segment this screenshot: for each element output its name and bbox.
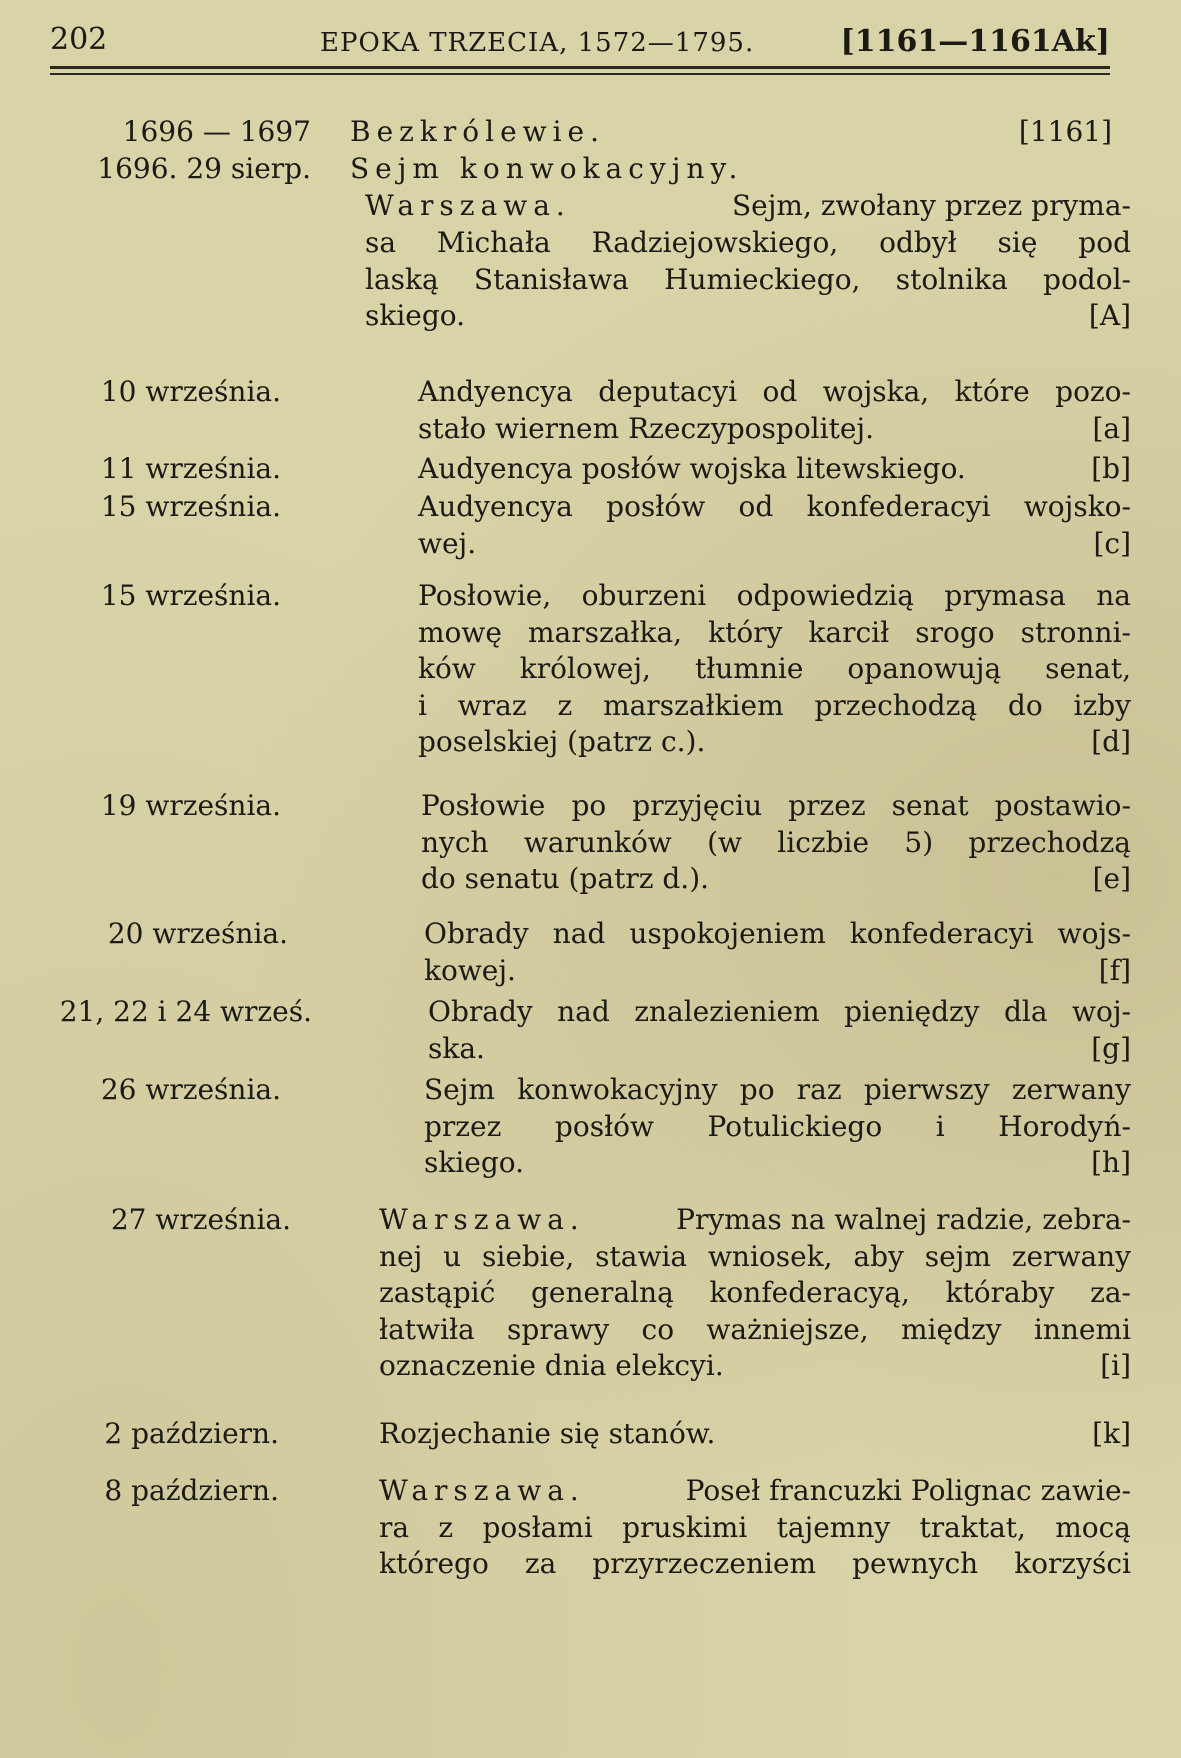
entry-text xyxy=(421,788,1131,898)
entry-date: 21, 22 i 24 wrześ. xyxy=(59,995,312,1028)
entry-text xyxy=(379,1416,1131,1453)
entry-title-line xyxy=(350,114,1112,151)
entry-line: nej u siebie, stawia wniosek, aby sejm zerwany xyxy=(379,1239,1131,1273)
entry-lead: Warszawa. xyxy=(379,1203,585,1236)
entry-line: stało wiernem Rzeczypospolitej. xyxy=(418,411,874,445)
header-rule xyxy=(50,66,1110,69)
entry-line: Sejm, zwołany przez pryma- xyxy=(732,189,1131,222)
entry-line: Posłowie po przyjęciu przez senat postawio- xyxy=(421,789,1131,822)
entry-line: Obrady nad znalezieniem pieniędzy dla woj- xyxy=(428,995,1131,1028)
running-title: EPOKA TRZECIA, 1572—1795. xyxy=(320,28,755,58)
entry-line: ska. xyxy=(428,1031,485,1065)
entry-line: laską Stanisława Humieckiego, stolnika podol- xyxy=(365,262,1131,296)
entry-date: 10 września. xyxy=(100,375,281,408)
entry-line: ra z posłami pruskimi tajemny traktat, mocą xyxy=(379,1510,1131,1544)
entry-text xyxy=(418,374,1131,447)
entry-line: Posłowie, oburzeni odpowiedzią prymasa na xyxy=(418,579,1131,612)
entry-date: 27 września. xyxy=(110,1203,291,1236)
entry-line: nych warunków (w liczbie 5) przechodzą xyxy=(421,825,1131,859)
entry-date: 8 październ. xyxy=(104,1474,279,1507)
entry-date: 1696. 29 sierp. xyxy=(97,152,311,185)
entry-line: Audyencya posłów wojska litewskiego. xyxy=(418,452,966,485)
entry-date: 15 września. xyxy=(100,579,281,612)
entry-date: 11 września. xyxy=(100,452,281,485)
header-rule-double xyxy=(50,73,1110,75)
entry-lead: Warszawa. xyxy=(379,1474,585,1507)
entry-date: 1696 — 1697 xyxy=(122,115,311,148)
entry-text xyxy=(424,1072,1131,1182)
page-header xyxy=(50,20,1110,64)
entry-line: do senatu (patrz d.). xyxy=(421,862,710,895)
entry-mark: [i] xyxy=(1100,1349,1131,1382)
entry-line: kowej. xyxy=(424,953,516,987)
entry-line: ków królowej, tłumnie opanowują senat, xyxy=(418,652,1131,685)
entry-title: Sejm konwokacyjny. xyxy=(350,152,744,185)
entry-line: Andyencya deputacyi od wojska, które pozo- xyxy=(418,375,1131,408)
entry-mark: [c] xyxy=(1093,526,1131,560)
entry-title-line xyxy=(350,151,1112,188)
entry-mark: [k] xyxy=(1092,1417,1131,1450)
entry-line: sa Michała Radziejowskiego, odbył się pod xyxy=(365,226,1131,259)
entry-text xyxy=(424,916,1131,989)
entry-line: Sejm konwokacyjny po raz pierwszy zerwany xyxy=(424,1073,1131,1106)
entry-text xyxy=(365,188,1131,225)
entry-mark: [g] xyxy=(1091,1031,1131,1065)
entry-line: zastąpić generalną konfederacyą, któraby za- xyxy=(379,1276,1131,1309)
entry-mark: [d] xyxy=(1091,725,1131,758)
entry-line: oznaczenie dnia elekcyi. xyxy=(379,1349,724,1382)
entry-text xyxy=(428,994,1131,1067)
entry-line: którego za przyrzeczeniem pewnych korzyści xyxy=(379,1547,1131,1580)
entry-line: poselskiej (patrz c.). xyxy=(418,725,706,758)
entry-text xyxy=(418,489,1131,562)
entry-line: Obrady nad uspokojeniem konfederacyi wojs- xyxy=(424,917,1131,950)
entry-line: skiego. xyxy=(365,299,466,332)
entry-line: skiego. xyxy=(424,1146,525,1179)
entry-date: 26 września. xyxy=(100,1073,281,1106)
entry-text xyxy=(365,225,1131,335)
entry-line: mowę marszałka, który karcił srogo stronni- xyxy=(418,615,1131,649)
entry-line: i wraz z marszałkiem przechodzą do izby xyxy=(418,688,1131,722)
entry-date: 20 września. xyxy=(107,917,288,950)
entry-line: Poseł francuzki Polignac zawie- xyxy=(685,1474,1131,1507)
entry-date: 15 września. xyxy=(100,490,281,523)
entry-text xyxy=(418,578,1131,761)
entry-line: łatwiła sprawy co ważniejsze, między innemi xyxy=(379,1312,1131,1346)
entry-mark: [A] xyxy=(1088,299,1131,332)
entry-text xyxy=(418,451,1131,488)
entry-line: Prymas na walnej radzie, zebra- xyxy=(676,1203,1131,1236)
entry-title: Bezkrólewie. xyxy=(350,115,606,148)
entry-date: 19 września. xyxy=(100,789,281,822)
entry-line: Rozjechanie się stanów. xyxy=(379,1417,716,1450)
entry-line: przez posłów Potulickiego i Horodyń- xyxy=(424,1109,1131,1143)
entry-date: 2 październ. xyxy=(104,1417,279,1450)
entry-lead: Warszawa. xyxy=(365,189,571,222)
entry-mark: [a] xyxy=(1092,411,1131,445)
entry-text xyxy=(379,1473,1131,1583)
page-number: 202 xyxy=(50,22,108,57)
entry-text xyxy=(379,1202,1131,1385)
entry-line: wej. xyxy=(418,526,477,560)
entry-mark: [1161] xyxy=(1018,115,1112,148)
entry-range: [1161—1161Ak] xyxy=(840,24,1110,59)
entry-mark: [e] xyxy=(1092,862,1131,895)
entry-mark: [b] xyxy=(1091,452,1131,485)
entry-mark: [f] xyxy=(1098,953,1131,987)
entry-line: Audyencya posłów od konfederacyi wojsko- xyxy=(418,490,1131,523)
entry-mark: [h] xyxy=(1091,1146,1131,1179)
